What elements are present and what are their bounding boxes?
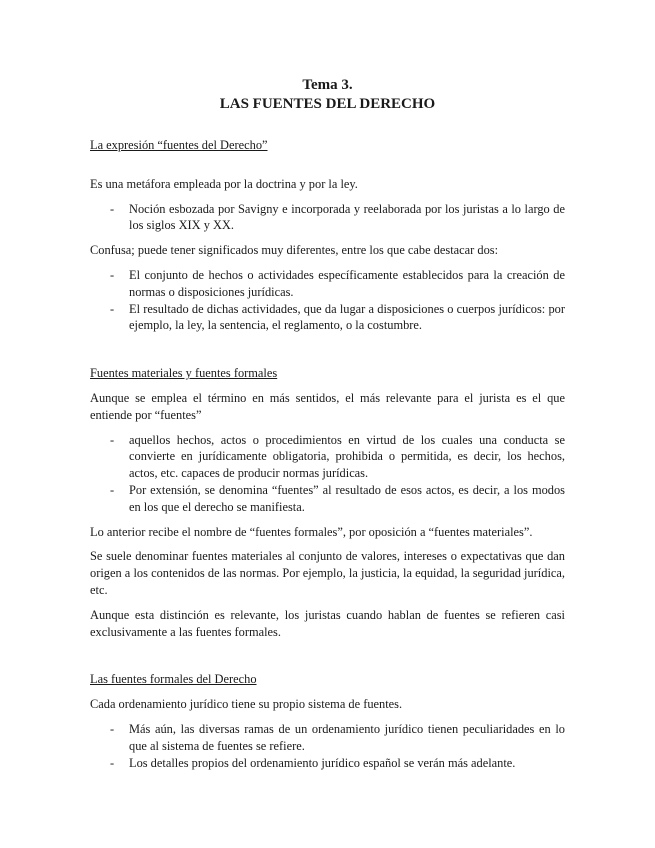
section-fuentes-materiales-formales	[90, 365, 565, 640]
bullet-list	[90, 267, 565, 334]
paragraph: Cada ordenamiento jurídico tiene su propio sistema de fuentes.	[90, 697, 403, 712]
section-heading: Las fuentes formales del Derecho	[90, 672, 257, 687]
paragraph: Confusa; puede tener significados muy diferentes, entre los que cabe destacar dos:	[90, 243, 499, 258]
list-item	[90, 721, 565, 755]
list-item-text: El conjunto de hechos o actividades específicamente establecidos para la creación de normas o disposiciones jurídicas.	[129, 267, 565, 299]
dash-bullet: -	[110, 482, 115, 497]
section-fuentes-formales-derecho	[90, 671, 565, 771]
dash-bullet: -	[110, 201, 115, 216]
paragraph: Lo anterior recibe el nombre de “fuentes formales”, por oposición a “fuentes materiales”.	[90, 524, 533, 539]
dash-bullet: -	[110, 432, 115, 447]
bullet-list	[90, 201, 565, 235]
bullet-list	[90, 721, 565, 771]
list-item	[90, 432, 565, 482]
list-item	[90, 301, 565, 335]
paragraph: Aunque esta distinción es relevante, los juristas cuando hablan de fuentes se refieren casi exclusivamente a las fuentes formales.	[90, 607, 565, 639]
section-expresion	[90, 137, 565, 334]
dash-bullet: -	[110, 301, 115, 316]
list-item-text: Por extensión, se denomina “fuentes” al resultado de esos actos, es decir, a los modos en los que el derecho se manifiesta.	[129, 482, 565, 514]
dash-bullet: -	[110, 721, 115, 736]
list-item	[90, 755, 565, 772]
list-item-text: aquellos hechos, actos o procedimientos en virtud de los cuales una conducta se convierte en jurídicamente obligatoria, prohibida o permitida, es decir, los hechos, actos, etc. capaces de producir normas jurídicas.	[129, 432, 565, 481]
paragraph: Aunque se emplea el término en más sentidos, el más relevante para el jurista es el que entiende por “fuentes”	[90, 390, 565, 422]
dash-bullet: -	[110, 267, 115, 282]
bullet-list	[90, 432, 565, 516]
list-item-text: Los detalles propios del ordenamiento jurídico español se verán más adelante.	[129, 755, 516, 770]
list-item	[90, 201, 565, 235]
list-item	[90, 482, 565, 516]
dash-bullet: -	[110, 755, 115, 770]
list-item	[90, 267, 565, 301]
paragraph: Se suele denominar fuentes materiales al conjunto de valores, intereses o expectativas que dan origen a los contenidos de las normas. Por ejemplo, la justicia, la equidad, la seguridad jurídica, etc.	[90, 549, 565, 597]
title-line-topic: Tema 3.	[302, 77, 353, 93]
document-page	[90, 76, 565, 771]
list-item-text: Noción esbozada por Savigny e incorporada y reelaborada por los juristas a lo largo de los siglos XIX y XX.	[129, 201, 565, 233]
document-title	[90, 76, 565, 113]
section-heading: La expresión “fuentes del Derecho”	[90, 138, 268, 152]
list-item-text: El resultado de dichas actividades, que da lugar a disposiciones o cuerpos jurídicos: por ejemplo, la ley, la sentencia, el reglamento, o la costumbre.	[129, 301, 565, 333]
section-heading: Fuentes materiales y fuentes formales	[90, 366, 278, 381]
paragraph: Es una metáfora empleada por la doctrina y por la ley.	[90, 176, 358, 191]
title-line-main: LAS FUENTES DEL DERECHO	[219, 95, 436, 112]
list-item-text: Más aún, las diversas ramas de un ordenamiento jurídico tienen peculiaridades en lo que al sistema de fuentes se refiere.	[129, 721, 565, 753]
